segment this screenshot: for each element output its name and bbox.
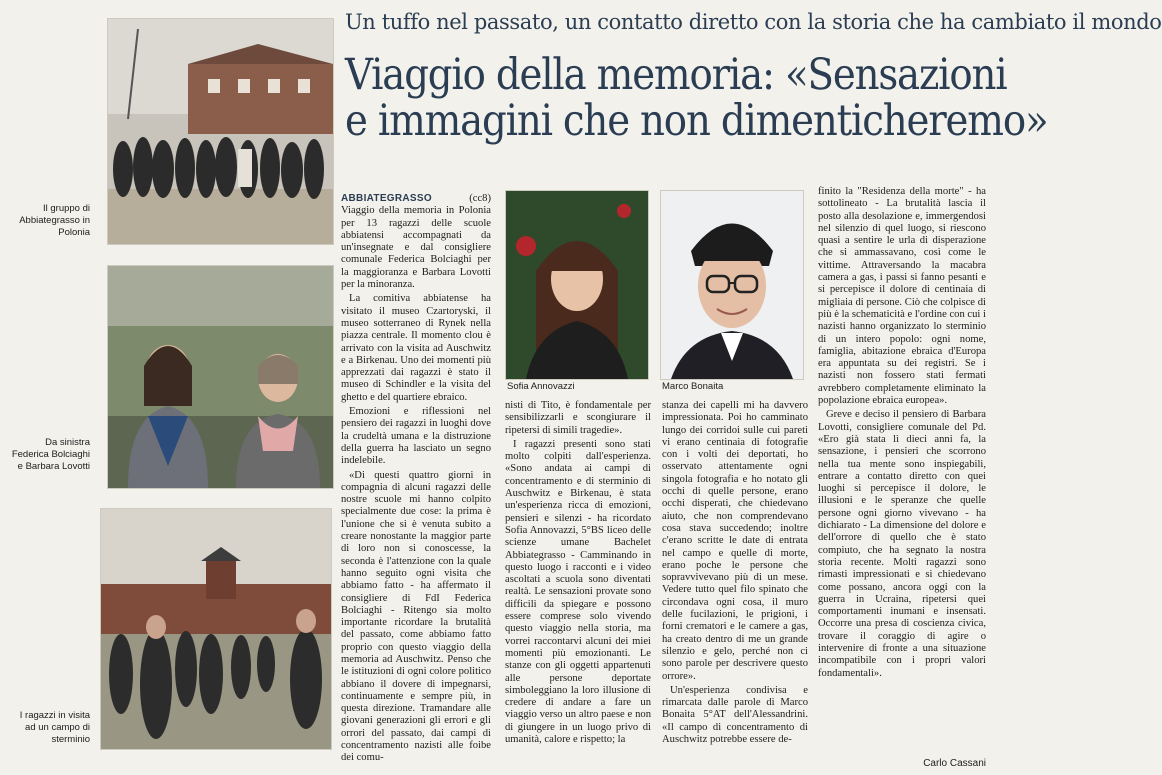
column-2-paragraph-2: I ragazzi presenti sono stati molto colpiti dall'esperienza. «Sono andata ai campi di concentramento e di sterminio di Auschwitz e Birkenau, è stata un'esperienza ricca di emozioni, pensieri e silenzi - ha ricordato Sofia Annovazzi, 5°BS liceo delle scienze umane Bachelet Abbiategrasso - Camminando in questo luogo i racconti e i video ascoltati a scuola sono diventati realtà. Le sensazioni provate sono difficili da spiegare e possono essere comprese solo vivendo questo viaggio nella storia, ma vorrei raccontarvi alcuni dei miei momenti più emozionanti. Le stanze con gli oggetti appartenuti alle persone deportate simboleggiano la loro illusione di credere di andare a fare un viaggio verso un altro paese e non di giungere in un luogo privo di umanità, calore e rispetto; la [505, 438, 651, 746]
group-photo [107, 18, 334, 245]
column-1-paragraph-4: «Di questi quattro giorni in compagnia di alcuni ragazzi delle nostre scuole mi hanno colpito specialmente due cose: la prima è l'unione che si è venuta subito a creare nonostante la maggior parte di loro non si conoscesse, la seconda è l'attenzione con la quale hanno seguito ogni visita che abbiamo fatto - ha affermato il consigliere di FdI Federica Bolciaghi - Ritengo sia molto importante ricordare la brutalità del passato, come abbiamo fatto proprio con questo viaggio della memoria ad Auschwitz. Penso che le istituzioni di ogni colore politico abbiano il dovere di impegnarsi, continuamente e sempre più, in questa direzione. Tramandare alle giovani generazioni gli errori e gli orrori del passato, dai campi di concentramento nazisti alle foibe dei comu- [341, 469, 491, 764]
article-column-4 [818, 186, 986, 682]
column-3-paragraph-1: stanza dei capelli mi ha davvero impressionata. Poi ho camminato lungo dei corridoi sulle cui pareti vi erano centinaia di fotografie con i volti dei deportati, ho osservato attentamente ogni singola fotografia e ho notato gli occhi di quelle persone, erano occhi disperati, che chiedevano aiuto, che non comprendevano cosa stava succedendo; inoltre c'erano scritte le date di entrata nel campo e quelle di morte, erano poche le persone che sopravvivevano più di un mese. Vedere tutto quel filo spinato che circondava ogni cosa, il muro delle fucilazioni, le prigioni, i forni crematori e le camere a gas, ha creato dentro di me un grande silenzio e gelo, perché non ci sono parole per descrivere questo orrore». [662, 400, 808, 682]
portrait-sofia-image [506, 191, 648, 379]
column-4-paragraph-1: finito la "Residenza della morte" - ha sottolineato - La brutalità lascia il posto alla desolazione e, immergendosi nel silenzio di quel luogo, si riescono quasi a sentire le urla di disperazione che si ammassavano, così come le vittime. Attraversando la macabra camera a gas, i passi si fanno pesanti e si percepisce il dolore di centinaia di migliaia di persone. Ciò che colpisce di più è la schematicità e l'ordine con cui i nazisti hanno organizzato lo sterminio di un intero popolo: ogni nome, famiglia, abitazione ebraica d'Europa era appuntata su dei registri. Se i nazisti non fossero stati fermati avrebbero completamente eliminato la popolazione ebraica europea». [818, 186, 986, 407]
dateline: ABBIATEGRASSO [341, 193, 432, 204]
column-4-paragraph-2: Greve e deciso il pensiero di Barbara Lovotti, consigliere comunale del Pd. «Ero già stata lì dieci anni fa, la sensazione, i pensieri che scorrono nella tua mente sono inspiegabili, entrare a contatto diretto con quei luoghi si percepisce il dolore, le illusioni e le speranze che quelle persone ogni giorno vivevano - ha dichiarato - La dimensione del dolore e dell'orrore di quello che è stato compiuto, che ha segnato la nostra storia recente. Molti ragazzi sono rimasti impressionati e si chiedevano come possano, ancora oggi con la guerra in Ucraina, ripetersi quei comportamenti inumani e insensati. Occorre una presa di coscienza civica, trovare il coraggio di agire o intervenire di fronte a una situazione incompatibile con i propri valori fondamentali». [818, 409, 986, 679]
portrait-marco-bonaita [660, 190, 804, 380]
portrait-sofia-annovazzi [505, 190, 649, 380]
column-1-paragraph-1: ABBIATEGRASSO (cc8) Viaggio della memoria in Polonia per 13 ragazzi delle scuole abbiatensi accompagnati da un'insegnate e dal consigliere comunale Federica Bolciaghi per la maggioranza e Barbara Lovotti per la minoranza. [341, 193, 491, 291]
byline-code: (cc8) [469, 193, 491, 204]
councillors-photo-image [108, 266, 333, 488]
column-1-paragraph-3: Emozioni e riflessioni nel pensiero dei ragazzi in luoghi dove la crudeltà umana e la distruzione della guerra ha lasciato un segno indelebile. [341, 406, 491, 467]
article-column-1 [341, 193, 491, 767]
article-column-2 [505, 400, 651, 748]
column-3-paragraph-2: Un'esperienza condivisa e rimarcata dalle parole di Marco Bonaita 5°AT dell'Alessandrini. «Il campo di concentramento di Auschwitz potrebbe essere de- [662, 684, 808, 746]
councillors-photo [107, 265, 334, 489]
portrait-caption-sofia: Sofia Annovazzi [507, 381, 575, 392]
group-photo-image [108, 19, 333, 244]
headline-line-2: e immagini che non dimenticheremo» [345, 96, 1048, 146]
caption-group-photo: Il gruppo di Abbiategrasso in Polonia [19, 203, 90, 238]
article-headline [345, 50, 1048, 146]
column-1-paragraph-2: La comitiva abbiatense ha visitato il museo Czartoryski, il museo sotterraneo di Rynek nella piazza centrale. Il momento clou è arrivato con la visita ad Auschwitz e a Birkenau. Uno dei momenti più apprezzati dai ragazzi è stato il museo di Schindler e la visita del ghetto e del quartiere ebraico. [341, 293, 491, 403]
column-2-paragraph-1: nisti di Tito, è fondamentale per sensibilizzarli e scongiurare il ripetersi di simili tragedie». [505, 400, 651, 436]
article-kicker: Un tuffo nel passato, un contatto diretto con la storia che ha cambiato il mondo [345, 10, 1162, 34]
headline-line-1: Viaggio della memoria: «Sensazioni [345, 50, 1007, 100]
portrait-caption-marco: Marco Bonaita [662, 381, 724, 392]
article-column-3 [662, 400, 808, 748]
caption-councillors-photo: Da sinistra Federica Bolciaghi e Barbara Lovotti [11, 437, 90, 472]
camp-visit-photo [100, 508, 332, 750]
author-signature: Carlo Cassani [923, 758, 986, 769]
portrait-marco-image [661, 191, 803, 379]
caption-camp-visit-photo: I ragazzi in visita ad un campo di sterminio [19, 710, 90, 745]
camp-visit-photo-image [101, 509, 331, 749]
